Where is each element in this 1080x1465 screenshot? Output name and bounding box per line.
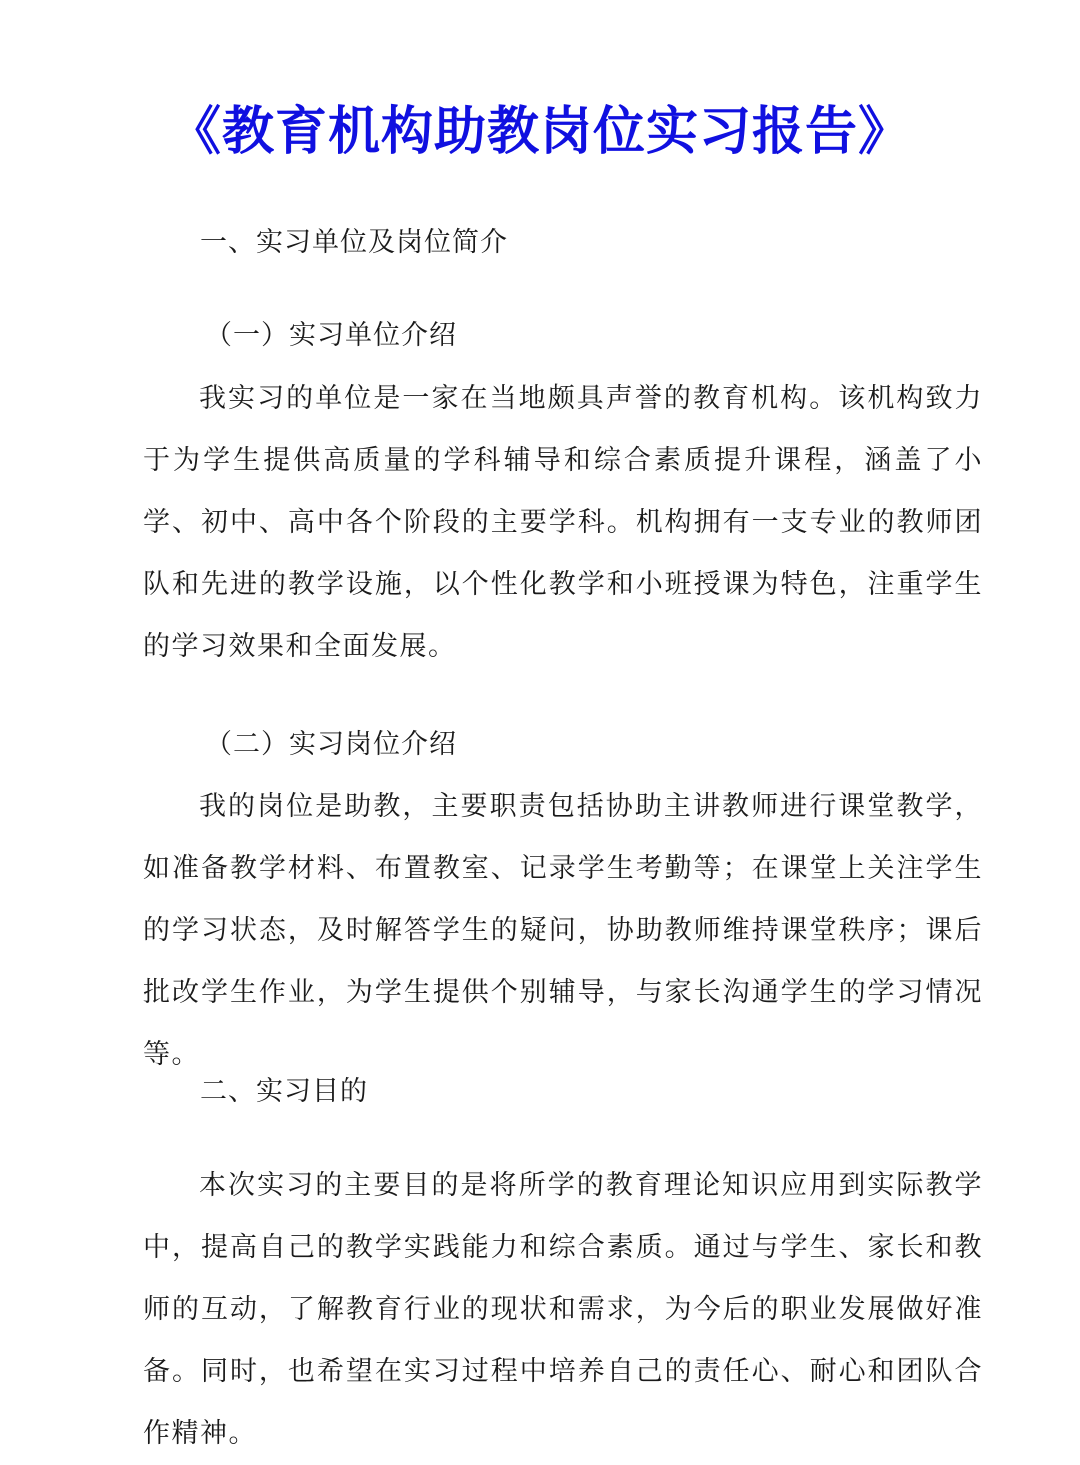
subsection-heading-position-intro: （二）实习岗位介绍 bbox=[205, 729, 457, 760]
document-title: 《教育机构助教岗位实习报告》 bbox=[168, 102, 911, 162]
subsection-heading-unit-intro: （一）实习单位介绍 bbox=[205, 320, 457, 351]
section-heading-unit-and-position: 一、实习单位及岗位简介 bbox=[200, 227, 508, 258]
paragraph-internship-purpose: 本次实习的主要目的是将所学的教育理论知识应用到实际教学中，提高自己的教学实践能力和综合素质。通过与学生、家长和教师的互动，了解教育行业的现状和需求，为今后的职业发展做好准备。同时，也希望在实习过程中培养自己的责任心、耐心和团队合作精神。 bbox=[143, 1170, 983, 1449]
paragraph-position-intro: 我的岗位是助教，主要职责包括协助主讲教师进行课堂教学，如准备教学材料、布置教室、记录学生考勤等；在课堂上关注学生的学习状态，及时解答学生的疑问，协助教师维持课堂秩序；课后批改学生作业，为学生提供个别辅导，与家长沟通学生的学习情况等。 bbox=[143, 791, 983, 1070]
paragraph-unit-intro: 我实习的单位是一家在当地颇具声誉的教育机构。该机构致力于为学生提供高质量的学科辅导和综合素质提升课程，涵盖了小学、初中、高中各个阶段的主要学科。机构拥有一支专业的教师团队和先进的教学设施，以个性化教学和小班授课为特色，注重学生的学习效果和全面发展。 bbox=[143, 383, 983, 662]
section-heading-internship-purpose: 二、实习目的 bbox=[200, 1076, 368, 1107]
